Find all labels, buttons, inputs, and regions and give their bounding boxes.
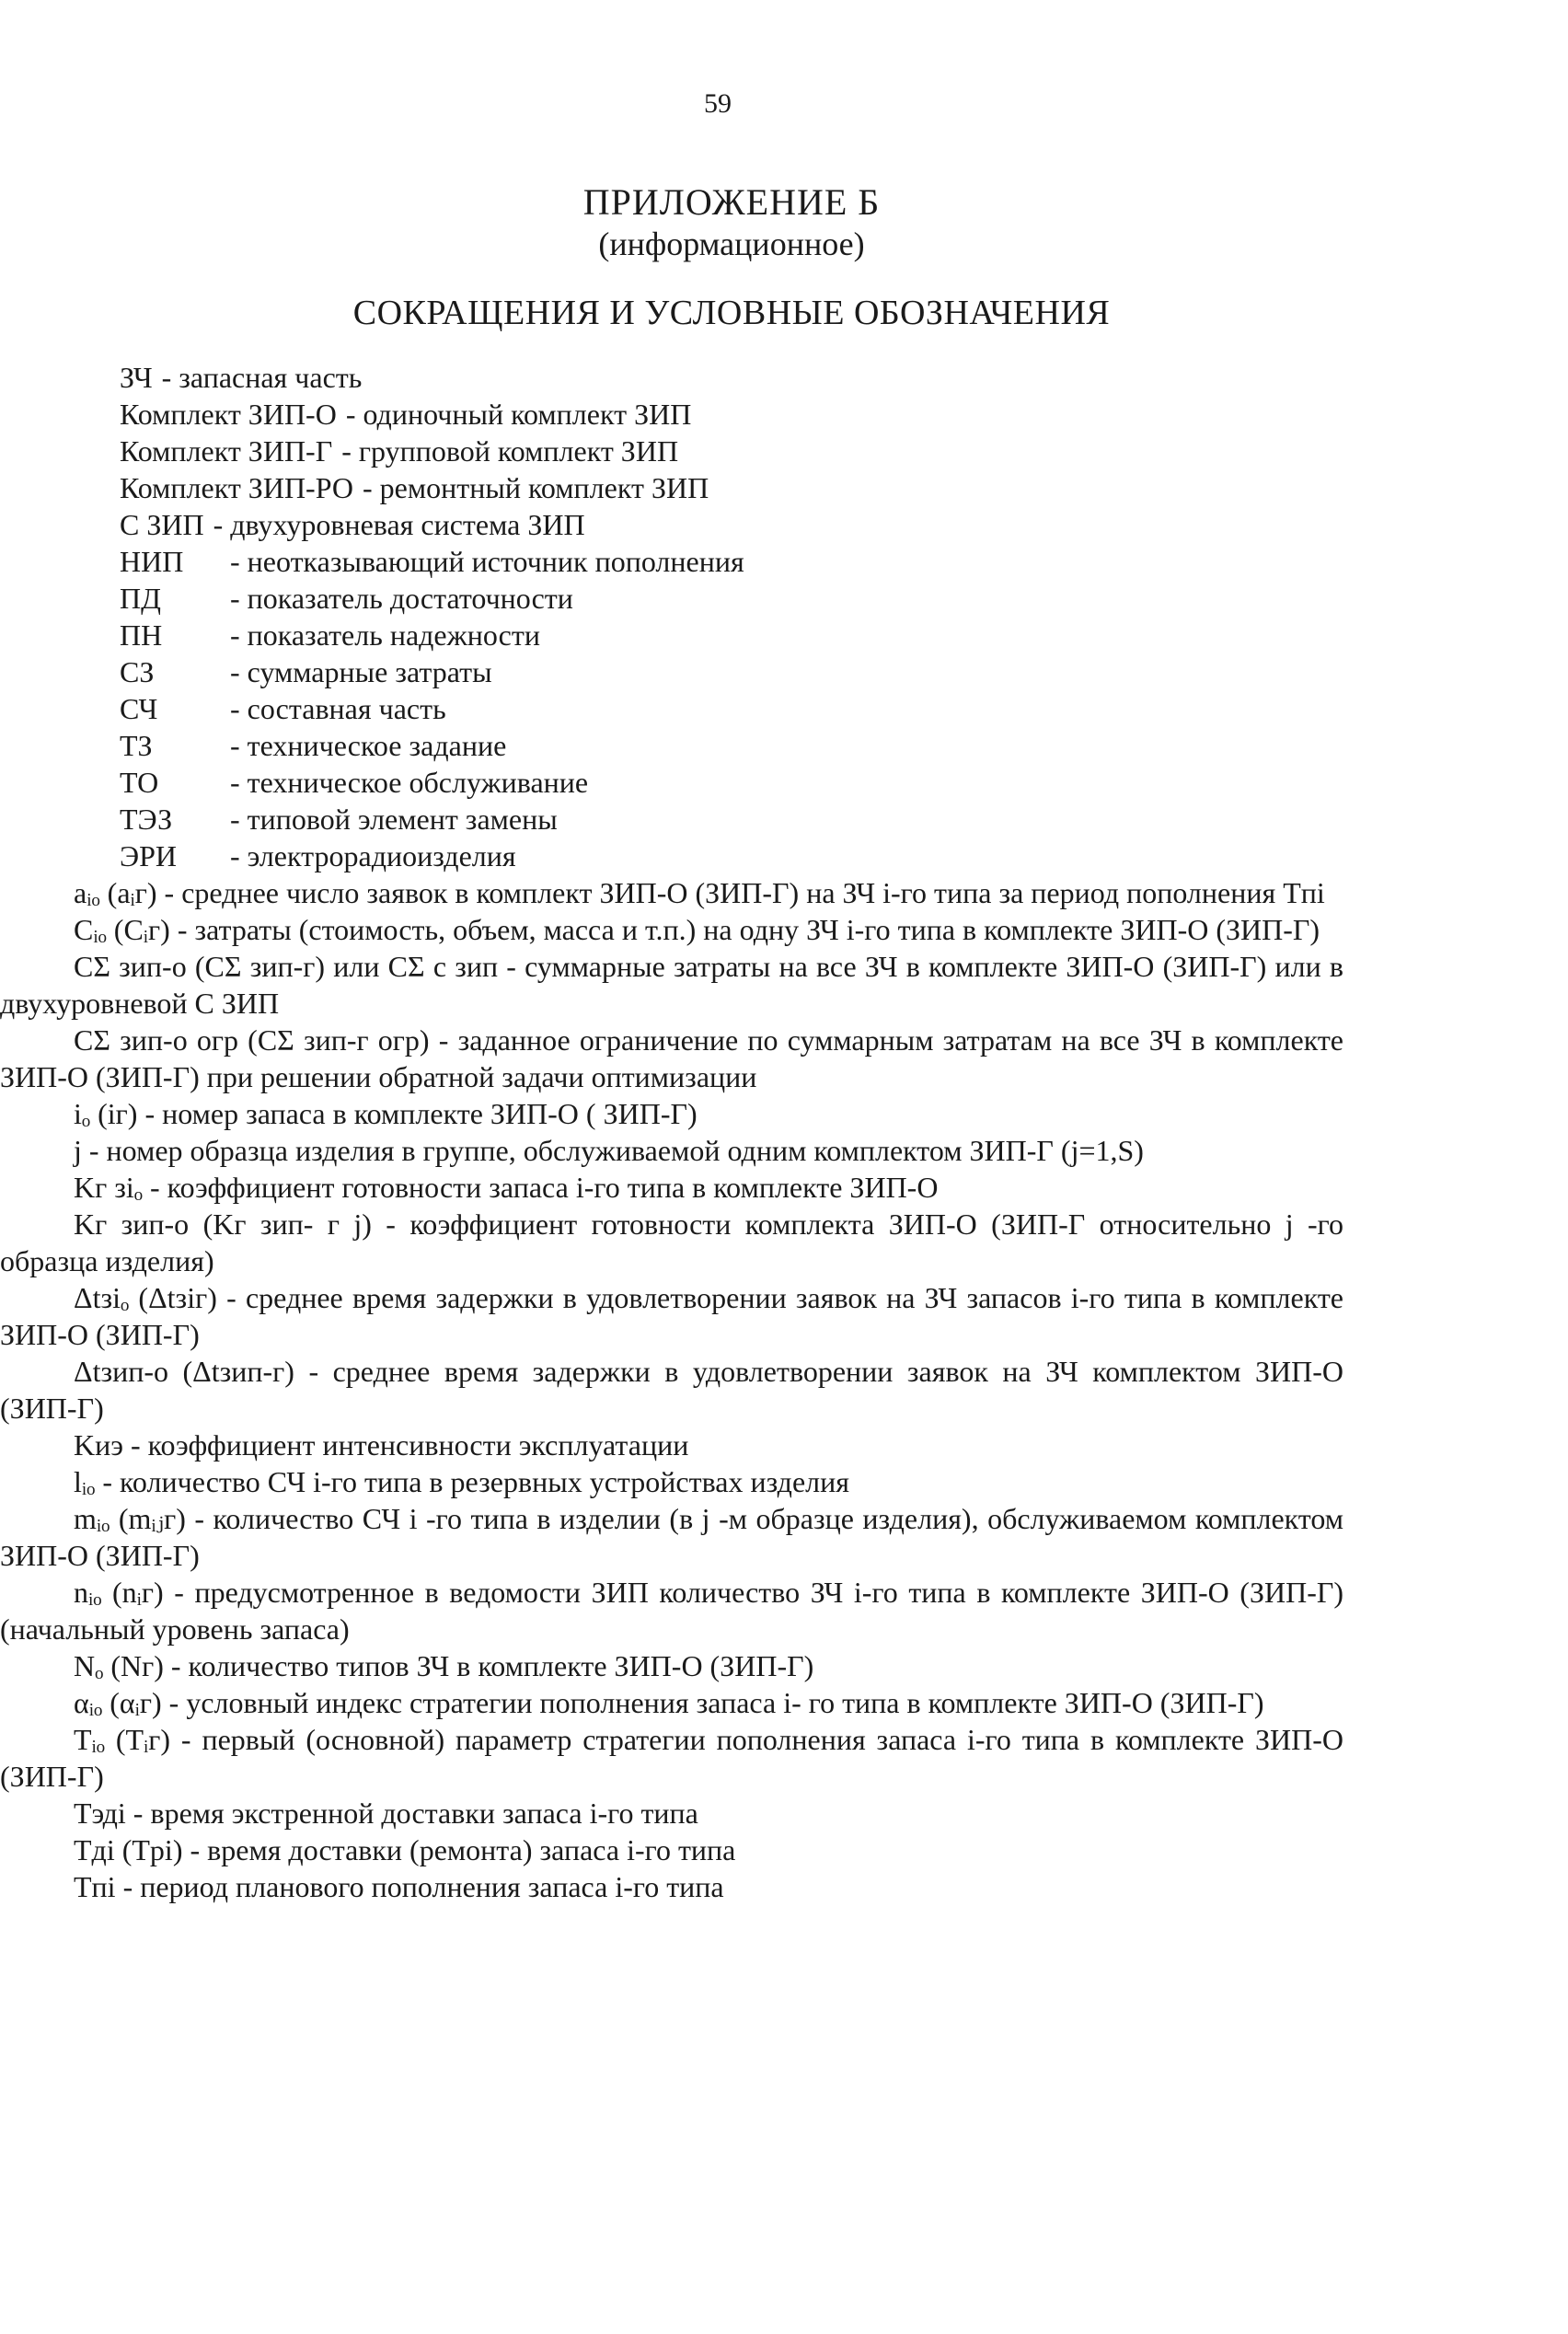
symbol-definition: Tпi - период планового пополнения запаса i-го типа xyxy=(74,1870,724,1903)
abbreviation-item xyxy=(120,580,1343,617)
abbreviation-term: СЧ xyxy=(120,692,158,725)
abbreviation-term: НИП xyxy=(120,545,184,578)
abbreviation-term: ПН xyxy=(120,618,163,652)
abbreviation-item xyxy=(120,506,1343,543)
symbol-definition: Tдi (Tpi) - время доставки (ремонта) запаса i-го типа xyxy=(74,1833,736,1866)
symbol-definition: Kг зип-о (Kг зип- г j) - коэффициент готовности комплекта ЗИП-О (ЗИП-Г относительно j -го образца изделия) xyxy=(0,1207,1343,1277)
abbreviation-term: ЗЧ xyxy=(120,361,153,394)
symbol-definition: mᵢₒ (mᵢⱼг) - количество СЧ i -го типа в изделии (в j -м образце изделия), обслуживаемом комплектом ЗИП-О (ЗИП-Г) xyxy=(0,1502,1343,1572)
symbols-list xyxy=(0,874,1343,1905)
abbreviation-item xyxy=(120,838,1343,874)
symbol-definition: Tэдi - время экстренной доставки запаса i-го типа xyxy=(74,1797,698,1830)
abbreviation-item xyxy=(120,801,1343,838)
symbol-definition: Kг зiₒ - коэффициент готовности запаса i-го типа в комплекте ЗИП-О xyxy=(74,1171,939,1204)
symbol-definition: Δtзип-о (Δtзип-г) - среднее время задержки в удовлетворении заявок на ЗЧ комплектом ЗИП-О (ЗИП-Г) xyxy=(0,1355,1343,1425)
abbreviation-definition: - электрорадиоизделия xyxy=(230,839,516,872)
abbreviation-term: ЭРИ xyxy=(120,839,178,872)
section-title: СОКРАЩЕНИЯ И УСЛОВНЫЕ ОБОЗНАЧЕНИЯ xyxy=(352,294,1111,332)
abbreviation-item xyxy=(120,469,1343,506)
symbol-definition: Δtзiₒ (Δtзiг) - среднее время задержки в удовлетворении заявок на ЗЧ запасов i-го типа в комплекте ЗИП-О (ЗИП-Г) xyxy=(0,1281,1343,1351)
abbreviation-item xyxy=(120,690,1343,727)
abbreviation-term: Комплект ЗИП-О xyxy=(120,398,337,431)
abbreviation-definition: - двухуровневая система ЗИП xyxy=(213,508,585,541)
abbreviation-definition: - запасная часть xyxy=(161,361,363,394)
symbol-definition: nᵢₒ (nᵢг) - предусмотренное в ведомости ЗИП количество ЗЧ i-го типа в комплекте ЗИП-О (ЗИП-Г) (начальный уровень запаса) xyxy=(0,1576,1343,1646)
abbreviation-definition: - неотказывающий источник пополнения xyxy=(230,545,744,578)
abbreviation-item xyxy=(120,653,1343,690)
abbreviation-item xyxy=(120,433,1343,469)
appendix-subtitle: (информационное) xyxy=(598,225,865,262)
abbreviation-definition: - типовой элемент замены xyxy=(230,803,558,836)
abbreviation-item xyxy=(120,617,1343,653)
symbol-definition: Nₒ (Nг) - количество типов ЗЧ в комплекте ЗИП-О (ЗИП-Г) xyxy=(74,1649,814,1682)
abbreviation-definition: - техническое обслуживание xyxy=(230,766,589,799)
symbol-definition: CΣ зип-о (CΣ зип-г) или CΣ с зип - суммарные затраты на все ЗЧ в комплекте ЗИП-О (ЗИП-Г) или в двухуровневой С ЗИП xyxy=(0,950,1343,1020)
abbreviation-definition: - составная часть xyxy=(230,692,446,725)
abbreviation-term: ПД xyxy=(120,582,161,615)
abbreviation-item xyxy=(120,764,1343,801)
symbol-definition: Tᵢₒ (Tᵢг) - первый (основной) параметр стратегии пополнения запаса i-го типа в комплекте ЗИП-О (ЗИП-Г) xyxy=(0,1723,1343,1793)
appendix-title: ПРИЛОЖЕНИЕ Б xyxy=(582,181,881,223)
symbol-definition: αᵢₒ (αᵢг) - условный индекс стратегии пополнения запаса i- го типа в комплекте ЗИП-О (ЗИП-Г) xyxy=(74,1686,1264,1719)
abbreviation-definition: - групповой комплект ЗИП xyxy=(341,434,679,468)
abbreviation-definition: - техническое задание xyxy=(230,729,507,762)
symbol-definition: lᵢₒ - количество СЧ i-го типа в резервных устройствах изделия xyxy=(74,1465,849,1498)
document-body xyxy=(0,359,1343,1905)
abbreviation-term: ТО xyxy=(120,766,159,799)
abbreviation-item xyxy=(120,727,1343,764)
abbreviation-term: СЗ xyxy=(120,655,155,688)
abbreviation-definition: - одиночный комплект ЗИП xyxy=(345,398,692,431)
abbreviation-definition: - показатель надежности xyxy=(230,618,540,652)
symbol-definition: iₒ (iг) - номер запаса в комплекте ЗИП-О ( ЗИП-Г) xyxy=(74,1097,698,1130)
abbreviation-item xyxy=(120,543,1343,580)
abbreviation-item xyxy=(120,359,1343,396)
abbreviations-list xyxy=(120,359,1343,874)
abbreviation-definition: - показатель достаточности xyxy=(230,582,573,615)
abbreviation-term: С ЗИП xyxy=(120,508,204,541)
symbol-definition: aᵢₒ (aᵢг) - среднее число заявок в комплект ЗИП-О (ЗИП-Г) на ЗЧ i-го типа за период пополнения Tпi xyxy=(74,876,1325,909)
symbol-definition: CΣ зип-о огр (CΣ зип-г огр) - заданное ограничение по суммарным затратам на все ЗЧ в комплекте ЗИП-О (ЗИП-Г) при решении обратной задачи оптимизации xyxy=(0,1023,1343,1093)
abbreviation-term: ТЗ xyxy=(120,729,153,762)
symbol-definition: Kиэ - коэффициент интенсивности эксплуатации xyxy=(74,1428,689,1462)
abbreviation-term: ТЭЗ xyxy=(120,803,173,836)
abbreviation-item xyxy=(120,396,1343,433)
symbol-definition: j - номер образца изделия в группе, обслуживаемой одним комплектом ЗИП-Г (j=1,S) xyxy=(74,1134,1144,1167)
page-number: 59 xyxy=(704,88,732,119)
abbreviation-definition: - суммарные затраты xyxy=(230,655,492,688)
abbreviation-term: Комплект ЗИП-РО xyxy=(120,471,353,504)
symbol-definition: Cᵢₒ (Cᵢг) - затраты (стоимость, объем, масса и т.п.) на одну ЗЧ i-го типа в комплекте ЗИП-О (ЗИП-Г) xyxy=(74,913,1320,946)
abbreviation-term: Комплект ЗИП-Г xyxy=(120,434,333,468)
abbreviation-definition: - ремонтный комплект ЗИП xyxy=(363,471,709,504)
